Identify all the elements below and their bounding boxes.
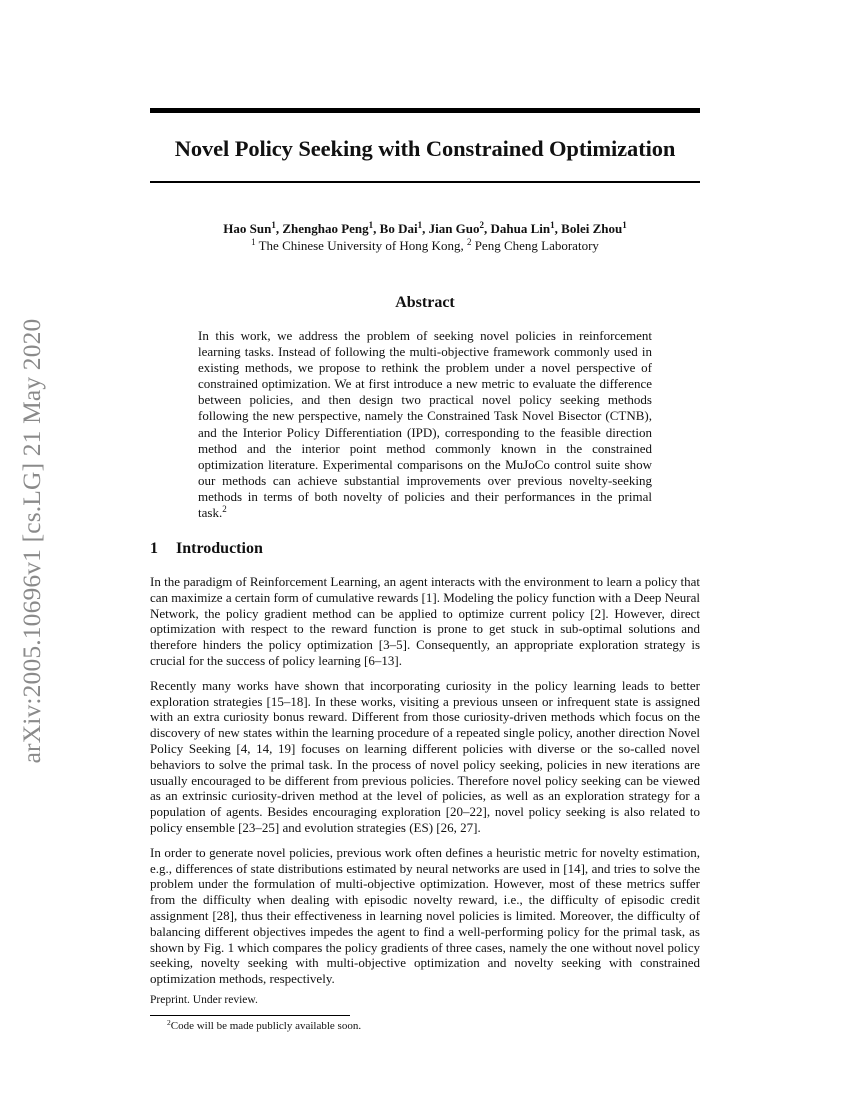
footnote-text: Code will be made publicly available soon. — [170, 1020, 362, 1032]
abstract-body — [198, 328, 652, 521]
paragraph: Recently many works have shown that incorporating curiosity in the policy learning leads to better exploration strategies [15–18]. In these works, visiting a previous unseen or infrequent state is assigned with an extra curiosity bonus reward. Different from those curiosity-driven methods which focus on the discovery of new states within the learning procedure of a repeated single policy, another direction Novel Policy Seeking [4, 14, 19] focuses on learning different policies with diverse or the so-called novel behaviors to solve the primal task. In the process of novel policy seeking, policies in new iterations are usually encouraged to be different from previous policies. Therefore novel policy seeking can be viewed as an extrinsic curiosity-driven method at the level of policies, as well as an exploration strategy for a population of agents. Besides encouraging exploration [20–22], novel policy seeking is also related to policy ensemble [23–25] and evolution strategies (ES) [26, 27]. — [150, 677, 700, 835]
footnote — [167, 1020, 361, 1032]
introduction-body — [150, 574, 700, 996]
arxiv-sidebar — [10, 285, 54, 797]
affiliation-text: The Chinese University of Hong Kong, — [258, 238, 464, 253]
paragraph: In the paradigm of Reinforcement Learning, an agent interacts with the environment to learn a policy that can maximize a certain form of cumulative rewards [1]. Modeling the policy function with a Deep Neural Network, the policy gradient method can be applied to optimize current policy [2]. However, direct optimization with respect to the reward function is prone to get stuck in sub-optimal solutions and therefore hinders the policy optimization [3–5]. Consequently, an appropriate exploration strategy is crucial for the success of policy learning [6–13]. — [150, 574, 700, 668]
author-name: Bolei Zhou — [561, 221, 623, 236]
author-name: Zhenghao Peng — [282, 221, 369, 236]
affiliation-mark: 1 — [251, 237, 256, 247]
author-name: Hao Sun — [223, 221, 272, 236]
author-affiliation-mark: 1 — [271, 220, 276, 230]
paragraph: In order to generate novel policies, previous work often defines a heuristic metric for novelty estimation, e.g., differences of state distributions estimated by neural networks are used in [14], and tries to solve the problem under the formulation of multi-objective optimization. However, most of these metrics suffer from the difficulty when dealing with episodic novelty reward, i.e., the difficulty of episodic credit assignment [28], thus their effectiveness in learning novel policies is limited. Moreover, the difficulty of balancing different objectives impedes the agent to find a well-performing policy for the primal task, as shown by Fig. 1 which compares the policy gradients of three cases, namely the one without novel policy seeking, novelty seeking with multi-objective optimization and novelty seeking with constrained optimization methods, respectively. — [150, 844, 700, 987]
affiliation-text: Peng Cheng Laboratory — [474, 238, 599, 253]
title-top-rule — [150, 108, 700, 113]
author-name: Bo Dai — [379, 221, 418, 236]
author-name: Dahua Lin — [490, 221, 551, 236]
abstract-heading: Abstract — [395, 294, 455, 311]
author-affiliation-mark: 1 — [622, 220, 627, 230]
affiliations — [150, 238, 700, 254]
author-name: Jian Guo — [428, 221, 480, 236]
section-title: Introduction — [176, 540, 263, 557]
author-affiliation-mark: 2 — [479, 220, 485, 230]
preprint-note: Preprint. Under review. — [150, 994, 258, 1006]
arxiv-identifier[interactable]: arXiv:2005.10696v1 [cs.LG] 21 May 2020 — [17, 318, 46, 764]
section-heading — [150, 540, 263, 558]
paper-title: Novel Policy Seeking with Constrained Optimization — [174, 136, 676, 161]
footnote-rule — [150, 1015, 350, 1016]
author-affiliation-mark: 1 — [417, 220, 423, 230]
author-list: Hao Sun$^1$, Zhenghao Peng$^1$, Bo Dai$^1$, Jian Guo$^2$, Dahua Lin$^1$, Bolei Zhou$^1$ — [223, 220, 627, 236]
section-number: 1 — [150, 540, 158, 557]
affiliation-mark: 2 — [466, 237, 472, 247]
footnote-ref[interactable]: 2 — [222, 504, 227, 515]
abstract-text: In this work, we address the problem of seeking novel policies in reinforcement learning tasks. Instead of following the multi-objective framework commonly used in existing methods, we propose to rethink the problem under a novel perspective of constrained optimization. We at first introduce a new metric to evaluate the difference between policies, and then design two practical novel policy seeking methods following the new perspective, namely the Constrained Task Novel Bisector (CTNB), and the Interior Policy Differentiation (IPD), corresponding to the feasible direction method and the interior point method commonly known in the constrained optimization literature. Experimental comparisons on the MuJoCo control suite show our methods can achieve substantial improvements over previous novelty-seeking methods in terms of both novelty of policies and their performances in the primal task. — [198, 328, 652, 521]
title-bottom-rule — [150, 181, 700, 183]
author-affiliation-mark: 1 — [368, 220, 374, 230]
footnote-mark: 2 — [167, 1018, 171, 1027]
author-affiliation-mark: 1 — [550, 220, 555, 230]
